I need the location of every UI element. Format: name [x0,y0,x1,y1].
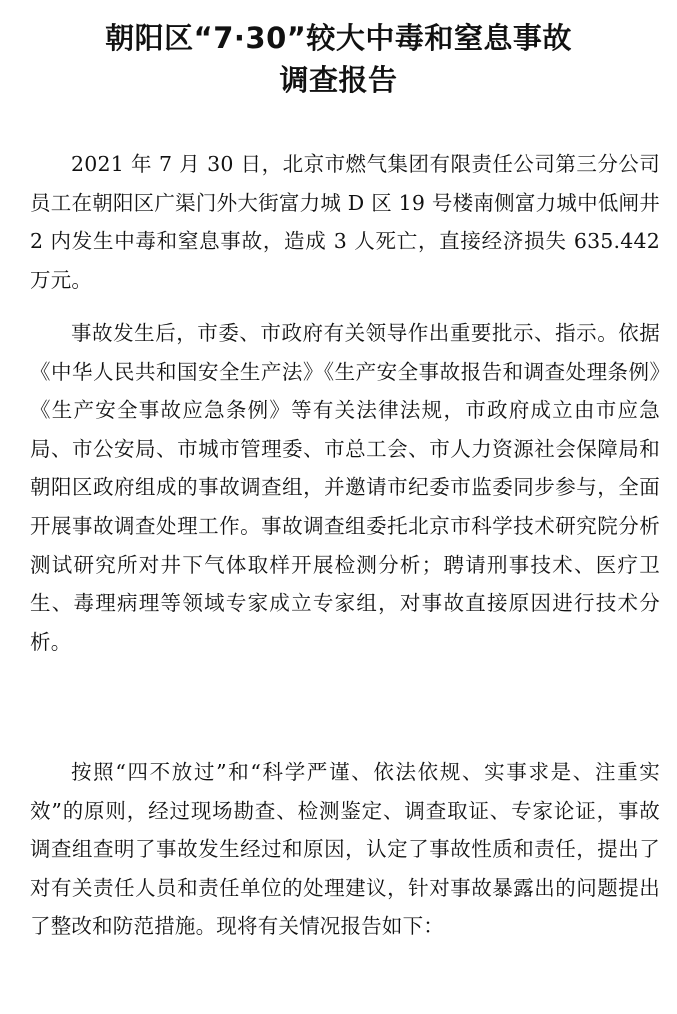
document-title: 朝阳区“7·30”较大中毒和窒息事故 [105,21,572,55]
document-subtitle: 调查报告 [279,63,398,97]
paragraph-incident-summary: 2021 年 7 月 30 日，北京市燃气集团有限责任公司第三分公司员工在朝阳区广渠门外大街富力城 D 区 19 号楼南侧富力城中低闸井 2 内发生中毒和窒息事故，造成 3 人死亡，直接经济损失 635.442 万元。 [30,152,660,292]
paragraph-investigation-setup: 事故发生后，市委、市政府有关领导作出重要批示、指示。依据《中华人民共和国安全生产法》《生产安全事故报告和调查处理条例》《生产安全事故应急条例》等有关法律法规，市政府成立由市应急局、市公安局、市城市管理委、市总工会、市人力资源社会保障局和朝阳区政府组成的事故调查组，并邀请市纪委市监委同步参与，全面开展事故调查处理工作。事故调查组委托北京市科学技术研究院分析测试研究所对井下气体取样开展检测分析；聘请刑事技术、医疗卫生、毒理病理等领域专家成立专家组，对事故直接原因进行技术分析。 [30,321,660,654]
paragraph-investigation-principles: 按照“四不放过”和“科学严谨、依法依规、实事求是、注重实效”的原则，经过现场勘查、检测鉴定、调查取证、专家论证，事故调查组查明了事故发生经过和原因，认定了事故性质和责任，提出了对有关责任人员和责任单位的处理建议，针对事故暴露出的问题提出了整改和防范措施。现将有关情况报告如下： [30,760,660,939]
